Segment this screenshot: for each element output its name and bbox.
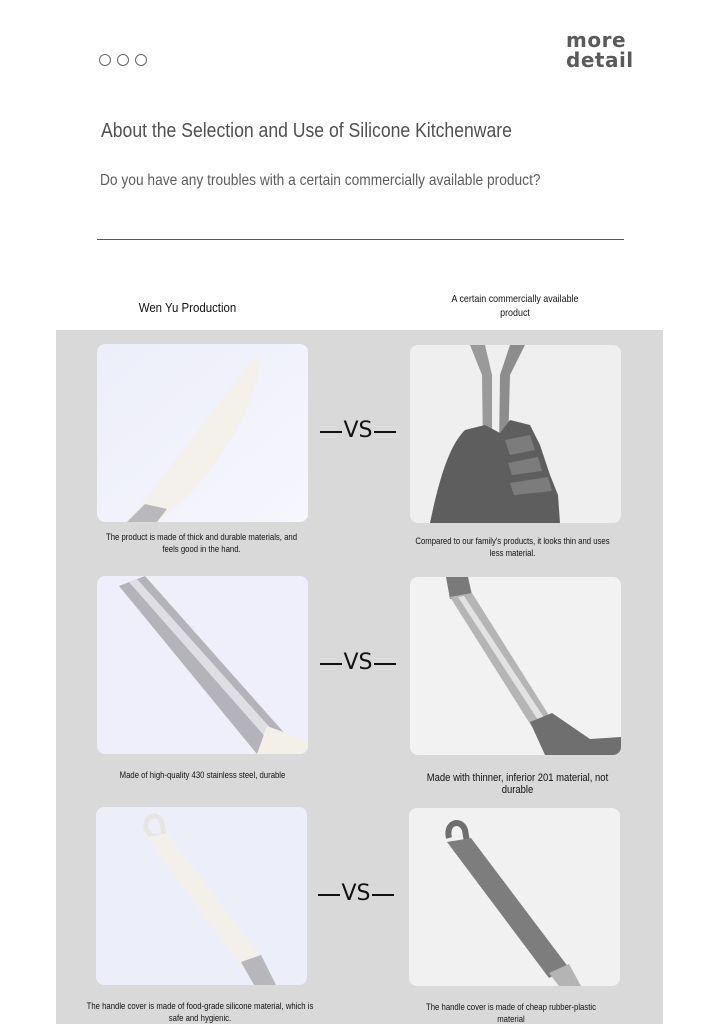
vs-label: VS — [318, 882, 394, 906]
more-detail-logo — [566, 30, 634, 70]
photo-competitor-steel-handle — [410, 577, 621, 755]
detail-text: detail — [566, 48, 634, 72]
column-header-ours: Wen Yu Production — [138, 300, 237, 315]
photo-ours-steel-handle — [97, 576, 308, 754]
photo-competitor-rubber-cover — [409, 808, 620, 986]
caption-competitor-3: The handle cover is made of cheap rubber-plastic material — [426, 1002, 596, 1024]
page-subtitle: Do you have any troubles with a certain commercially available product? — [100, 172, 541, 189]
divider — [97, 239, 624, 240]
dot-icon — [117, 54, 129, 66]
caption-ours-2: Made of high-quality 430 stainless steel, durable — [119, 770, 286, 780]
more-text: more — [566, 28, 627, 52]
column-header-competitor: A certain commercially available product — [451, 293, 579, 319]
dot-icon — [99, 54, 111, 66]
dot-icon — [135, 54, 147, 66]
vs-label: VS — [320, 419, 396, 443]
photo-ours-silicone-cover — [96, 807, 307, 985]
photo-competitor-spatula-hand — [410, 345, 621, 523]
caption-ours-1: The product is made of thick and durable materials, and feels good in the hand. — [105, 532, 298, 554]
caption-ours-3: The handle cover is made of food-grade silicone material, which is safe and hygienic. — [86, 1001, 314, 1023]
caption-competitor-2: Made with thinner, inferior 201 material, not durable — [426, 772, 609, 796]
vs-label: VS — [320, 651, 396, 675]
page-title: About the Selection and Use of Silicone Kitchenware — [101, 120, 512, 142]
caption-competitor-1: Compared to our family's products, it looks thin and uses less material. — [415, 536, 610, 558]
pagination-dots — [99, 54, 147, 66]
photo-ours-spatula-head — [97, 344, 308, 522]
